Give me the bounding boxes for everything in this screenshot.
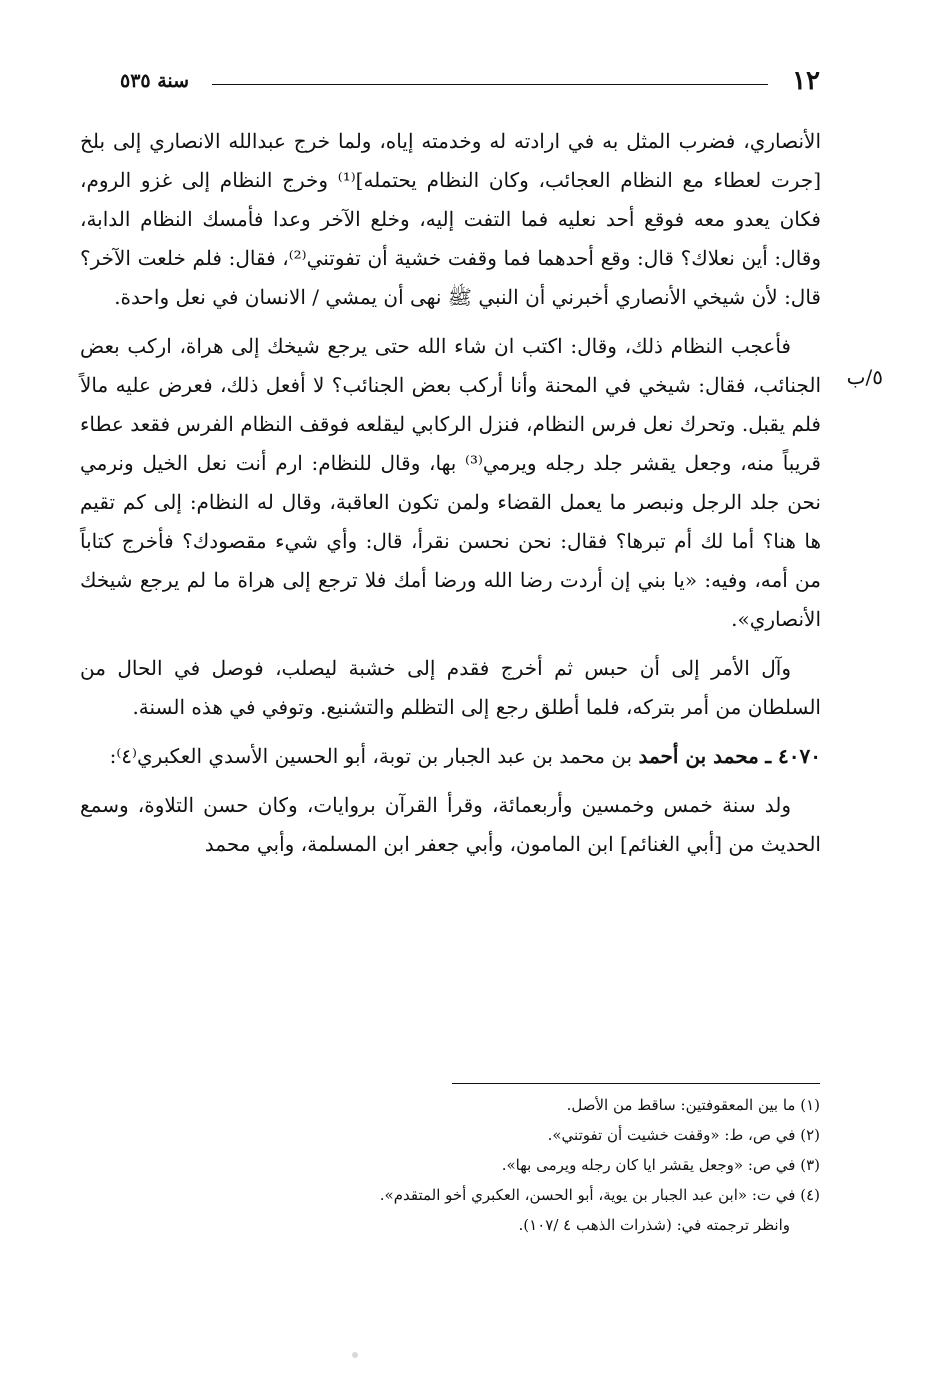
footnote-4: (٤) في ت: «ابن عبد الجبار بن يوية، أبو الحسن، العكبري أخو المتقدم». bbox=[379, 1186, 820, 1204]
footnote-2: (٢) في ص، ط: «وقفت خشيت أن تفوتني». bbox=[547, 1126, 820, 1144]
paragraph-2: فأعجب النظام ذلك، وقال: اكتب ان شاء الله حتى يرجع شيخك إلى هراة، اركب بعض الجنائب، فقال: شيخي في المحنة وأنا أركب بعض الجنائب؟ لا أفعل ذلك، فعرض عليه مالاً فلم يقبل. وتحرك نعل فرس النظام، فنزل الركابي ليقلعه فوقف النظام الفرس فقعد عطاء قريباً منه، وجعل يقشر جلد رجله ويرمي⁽³⁾ بها، وقال للنظام: ارم أنت نعل الخيل ونرمي نحن جلد الرجل ونبصر ما يعمل القضاء ولمن تكون العاقبة، وقال له النظام: إلى كم تقيم ها هنا؟ أما لك أم تبرها؟ فقال: نحن نحسن نقرأ، قال: وأي شيء مقصودك؟ فأخرج كتاباً من أمه، وفيه: «يا بني إن أردت رضا الله ورضا أمك فلا ترجع إلى هراة ما لم يرجع شيخك الأنصاري». bbox=[80, 334, 821, 631]
header-rule bbox=[212, 84, 768, 85]
entry-rest: بن محمد بن عبد الجبار بن توبة، أبو الحسين الأسدي العكبري⁽٤⁾: bbox=[109, 744, 633, 768]
page-number: ١٢ bbox=[792, 66, 820, 96]
main-text bbox=[80, 122, 883, 864]
biography-entry-heading bbox=[80, 737, 821, 776]
footnotes bbox=[100, 1090, 820, 1240]
scan-speck bbox=[352, 1352, 358, 1358]
entry-name: محمد بن أحمد bbox=[638, 744, 759, 768]
footnote-3: (٣) في ص: «وجعل يقشر ايا كان رجله ويرمى بها». bbox=[501, 1156, 820, 1174]
year-label: سنة ٥٣٥ bbox=[120, 70, 190, 92]
page-header bbox=[120, 66, 820, 102]
entry-number: ٤٠٧٠ ـ bbox=[765, 744, 821, 768]
paragraph-1: الأنصاري، فضرب المثل به في ارادته له وخدمته إياه، ولما خرج عبدالله الانصاري إلى بلخ [جرت لعطاء مع النظام العجائب، وكان النظام يحتمله]⁽¹⁾ وخرج النظام إلى غزو الروم، فكان يعدو معه فوقع أحد نعليه فما التفت إليه، وخلع الآخر وعدا فأمسك النظام الدابة، وقال: أين نعلاك؟ قال: وقع أحدهما فما وقفت خشية أن تفوتني⁽²⁾، فقال: فلم خلعت الآخر؟ قال: لأن شيخي الأنصاري أخبرني أن النبي ﷺ نهى أن يمشي / الانسان في نعل واحدة. bbox=[80, 129, 822, 309]
footnote-rule bbox=[452, 1083, 820, 1084]
paragraph-3: وآل الأمر إلى أن حبس ثم أخرج فقدم إلى خشبة ليصلب، فوصل في الحال من السلطان من أمر بتركه، فلما أطلق رجع إلى التظلم والتشنيع. وتوفي في هذه السنة. bbox=[80, 656, 821, 719]
footnote-4-reference: وانظر ترجمته في: (شذرات الذهب ٤ /١٠٧). bbox=[518, 1216, 790, 1234]
paragraph-4: ولد سنة خمس وخمسين وأربعمائة، وقرأ القرآن بروايات، وكان حسن التلاوة، وسمع الحديث من [أبي الغنائم] ابن المامون، وأبي جعفر ابن المسلمة، وأبي محمد bbox=[80, 793, 821, 856]
footnote-1: (١) ما بين المعقوفتين: ساقط من الأصل. bbox=[566, 1096, 820, 1114]
margin-folio-note: ٥/ب bbox=[846, 365, 883, 389]
